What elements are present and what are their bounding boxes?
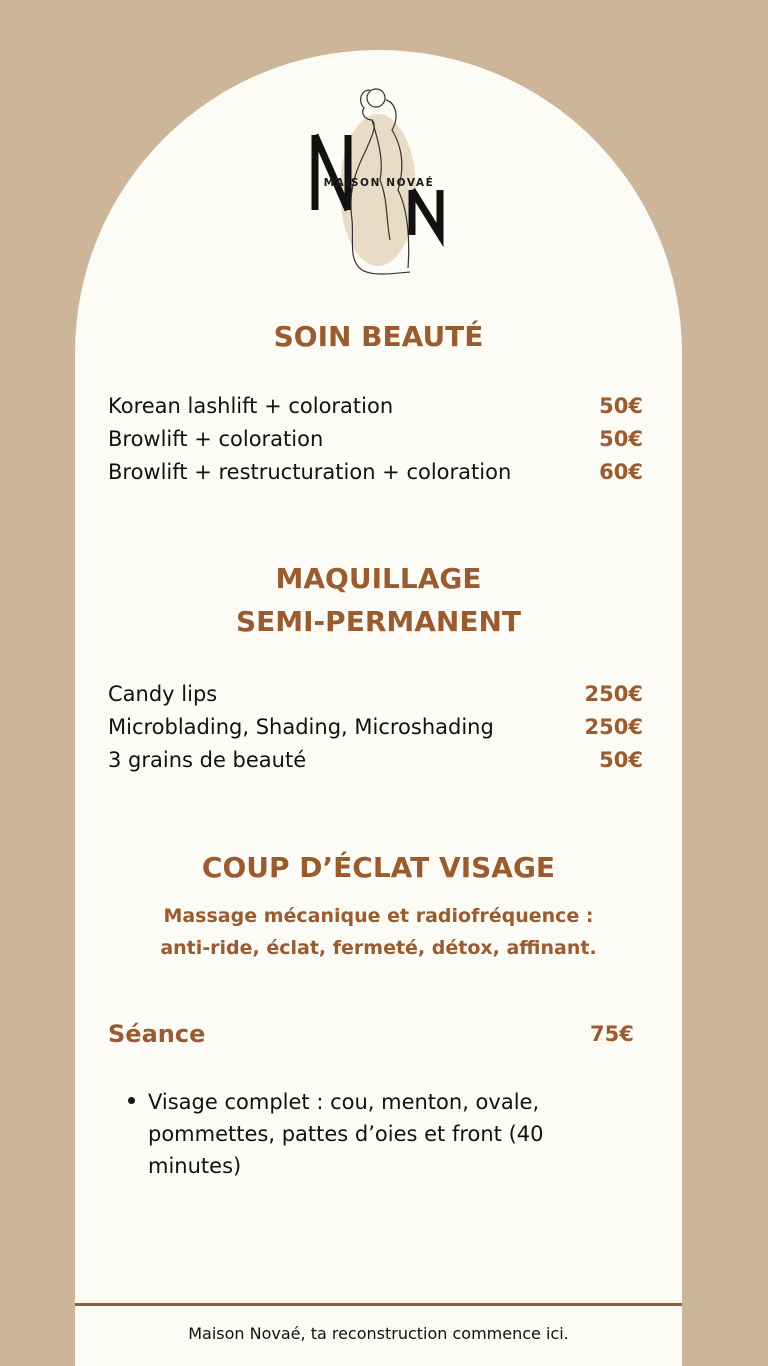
footer-divider: [75, 1303, 682, 1306]
list-item: [108, 748, 648, 781]
list-item: [108, 394, 648, 427]
logo-text: MAISON NOVAÉ: [323, 177, 435, 189]
list-item: [108, 460, 648, 493]
item-label: 3 grains de beauté: [108, 748, 307, 772]
section-subtitle-line2: anti-ride, éclat, fermeté, détox, affinant.: [160, 937, 597, 959]
section-title-soin-beaute: SOIN BEAUTÉ: [273, 320, 484, 353]
seance-label: Séance: [108, 1020, 206, 1048]
section-title-semi-permanent: SEMI-PERMANENT: [235, 605, 522, 638]
item-price: 250€: [584, 682, 643, 706]
list-item: [108, 682, 648, 715]
item-label: Browlift + coloration: [108, 427, 324, 451]
bullet-icon: [128, 1097, 135, 1104]
item-price: 50€: [599, 427, 643, 451]
bullet-text: Visage complet : cou, menton, ovale, pommettes, pattes d’oies et front (40 minutes): [148, 1090, 544, 1178]
item-price: 50€: [599, 394, 643, 418]
item-label: Microblading, Shading, Microshading: [108, 715, 494, 739]
item-label: Browlift + restructuration + coloration: [108, 460, 512, 484]
item-price: 50€: [599, 748, 643, 772]
section-title-coup-eclat: COUP D’ÉCLAT VISAGE: [201, 851, 556, 884]
item-label: Korean lashlift + coloration: [108, 394, 394, 418]
item-price: 60€: [599, 460, 643, 484]
list-item: [108, 427, 648, 460]
item-price: 250€: [584, 715, 643, 739]
seance-price: 75€: [590, 1022, 634, 1046]
section-subtitle-line1: Massage mécanique et radiofréquence :: [163, 905, 594, 927]
list-item: [108, 715, 648, 748]
section-title-maquillage: MAQUILLAGE: [275, 562, 482, 595]
item-label: Candy lips: [108, 682, 218, 706]
footer-tagline: Maison Novaé, ta reconstruction commence ici.: [188, 1324, 569, 1343]
